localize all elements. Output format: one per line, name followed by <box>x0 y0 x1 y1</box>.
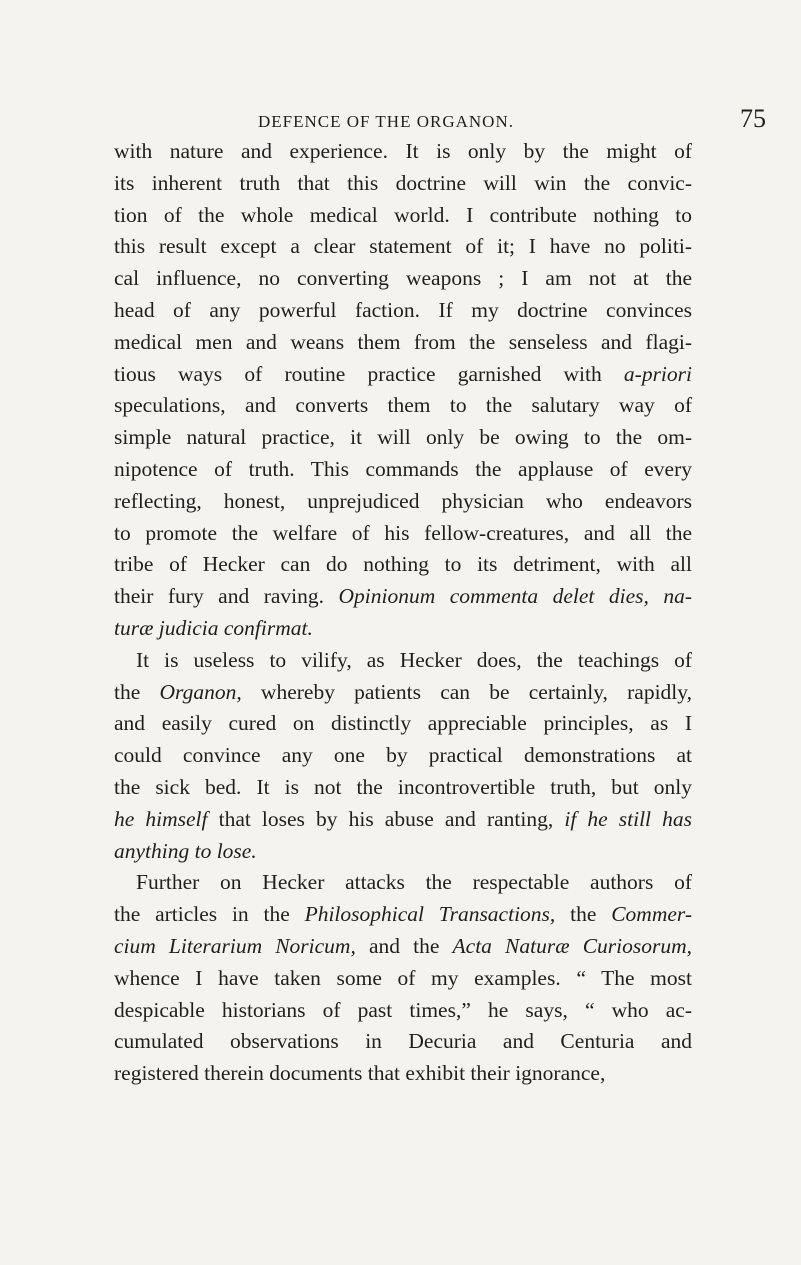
text-line: simple natural practice, it will only be owing to the om- <box>114 425 692 450</box>
italic-span: a-priori <box>623 361 692 386</box>
italic-span: Commer- <box>611 902 692 927</box>
text-span: and the <box>368 933 440 958</box>
text-line <box>114 804 692 836</box>
text-span: the <box>114 679 141 704</box>
text-span: the <box>570 902 597 927</box>
italic-span: Philosophical Transactions, <box>304 902 556 927</box>
text-line: Further on Hecker attacks the respectable authors of <box>136 870 692 895</box>
text-line: nipotence of truth. This commands the applause of every <box>114 456 692 481</box>
text-line: to promote the welfare of his fellow-creatures, and all the <box>114 520 692 545</box>
text-line: cal influence, no converting weapons ; I am not at the <box>114 266 692 291</box>
text-span: their fury and raving. <box>114 584 325 609</box>
page-number: 75 <box>740 104 766 133</box>
text-line: tion of the whole medical world. I contribute nothing to <box>114 202 692 227</box>
text-line: head of any powerful faction. If my doctrine convinces <box>114 297 692 322</box>
text-span: whereby patients can be certainly, rapidly, <box>260 679 693 704</box>
text-line: registered therein documents that exhibit their ignorance, <box>114 1061 606 1086</box>
text-line <box>114 359 692 391</box>
text-line <box>114 899 692 931</box>
text-line: tribe of Hecker can do nothing to its detriment, with all <box>114 552 692 577</box>
text-span: that loses by his abuse and ranting, <box>218 806 554 831</box>
italic-span: cium Literarium Noricum, <box>114 933 356 958</box>
text-line <box>114 836 692 868</box>
text-line: speculations, and converts them to the salutary way of <box>114 393 692 418</box>
text-line: could convince any one by practical demonstrations at <box>114 743 692 768</box>
italic-span: Opinionum commenta delet dies, na- <box>338 584 692 609</box>
italic-span: Organon, <box>159 679 242 704</box>
text-line: this result except a clear statement of it; I have no politi- <box>114 234 692 259</box>
text-line: whence I have taken some of my examples. “ The most <box>114 965 692 990</box>
text-span: tious ways of routine practice garnished with <box>114 361 602 386</box>
italic-span: Acta Naturæ Curiosorum, <box>452 933 693 958</box>
italic-span: he himself <box>114 806 208 831</box>
text-line: the sick bed. It is not the incontrovertible truth, but only <box>114 774 692 799</box>
text-line: and easily cured on distinctly appreciable principles, as I <box>114 711 692 736</box>
text-line: with nature and experience. It is only by the might of <box>114 139 692 163</box>
text-line: medical men and weans them from the senseless and flagi- <box>114 329 692 354</box>
text-line <box>114 581 692 613</box>
text-line: reflecting, honest, unprejudiced physician who endeavors <box>114 488 692 513</box>
italic-span: if he still has <box>564 806 692 831</box>
text-line: cumulated observations in Decuria and Centuria and <box>114 1029 692 1054</box>
italic-span: turæ judicia confirmat. <box>114 615 313 640</box>
text-line: despicable historians of past times,” he says, “ who ac- <box>114 997 692 1022</box>
text-line <box>114 677 692 709</box>
running-head: DEFENCE OF THE ORGANON. <box>258 112 514 131</box>
text-line: It is useless to vilify, as Hecker does, the teachings of <box>136 647 692 672</box>
page-header <box>0 104 801 134</box>
text-line: its inherent truth that this doctrine will win the convic- <box>114 170 692 195</box>
text-line <box>114 931 692 963</box>
text-line <box>114 613 692 645</box>
text-span: the articles in the <box>114 902 290 927</box>
italic-span: anything to lose. <box>114 838 257 863</box>
body-text <box>114 136 692 1090</box>
